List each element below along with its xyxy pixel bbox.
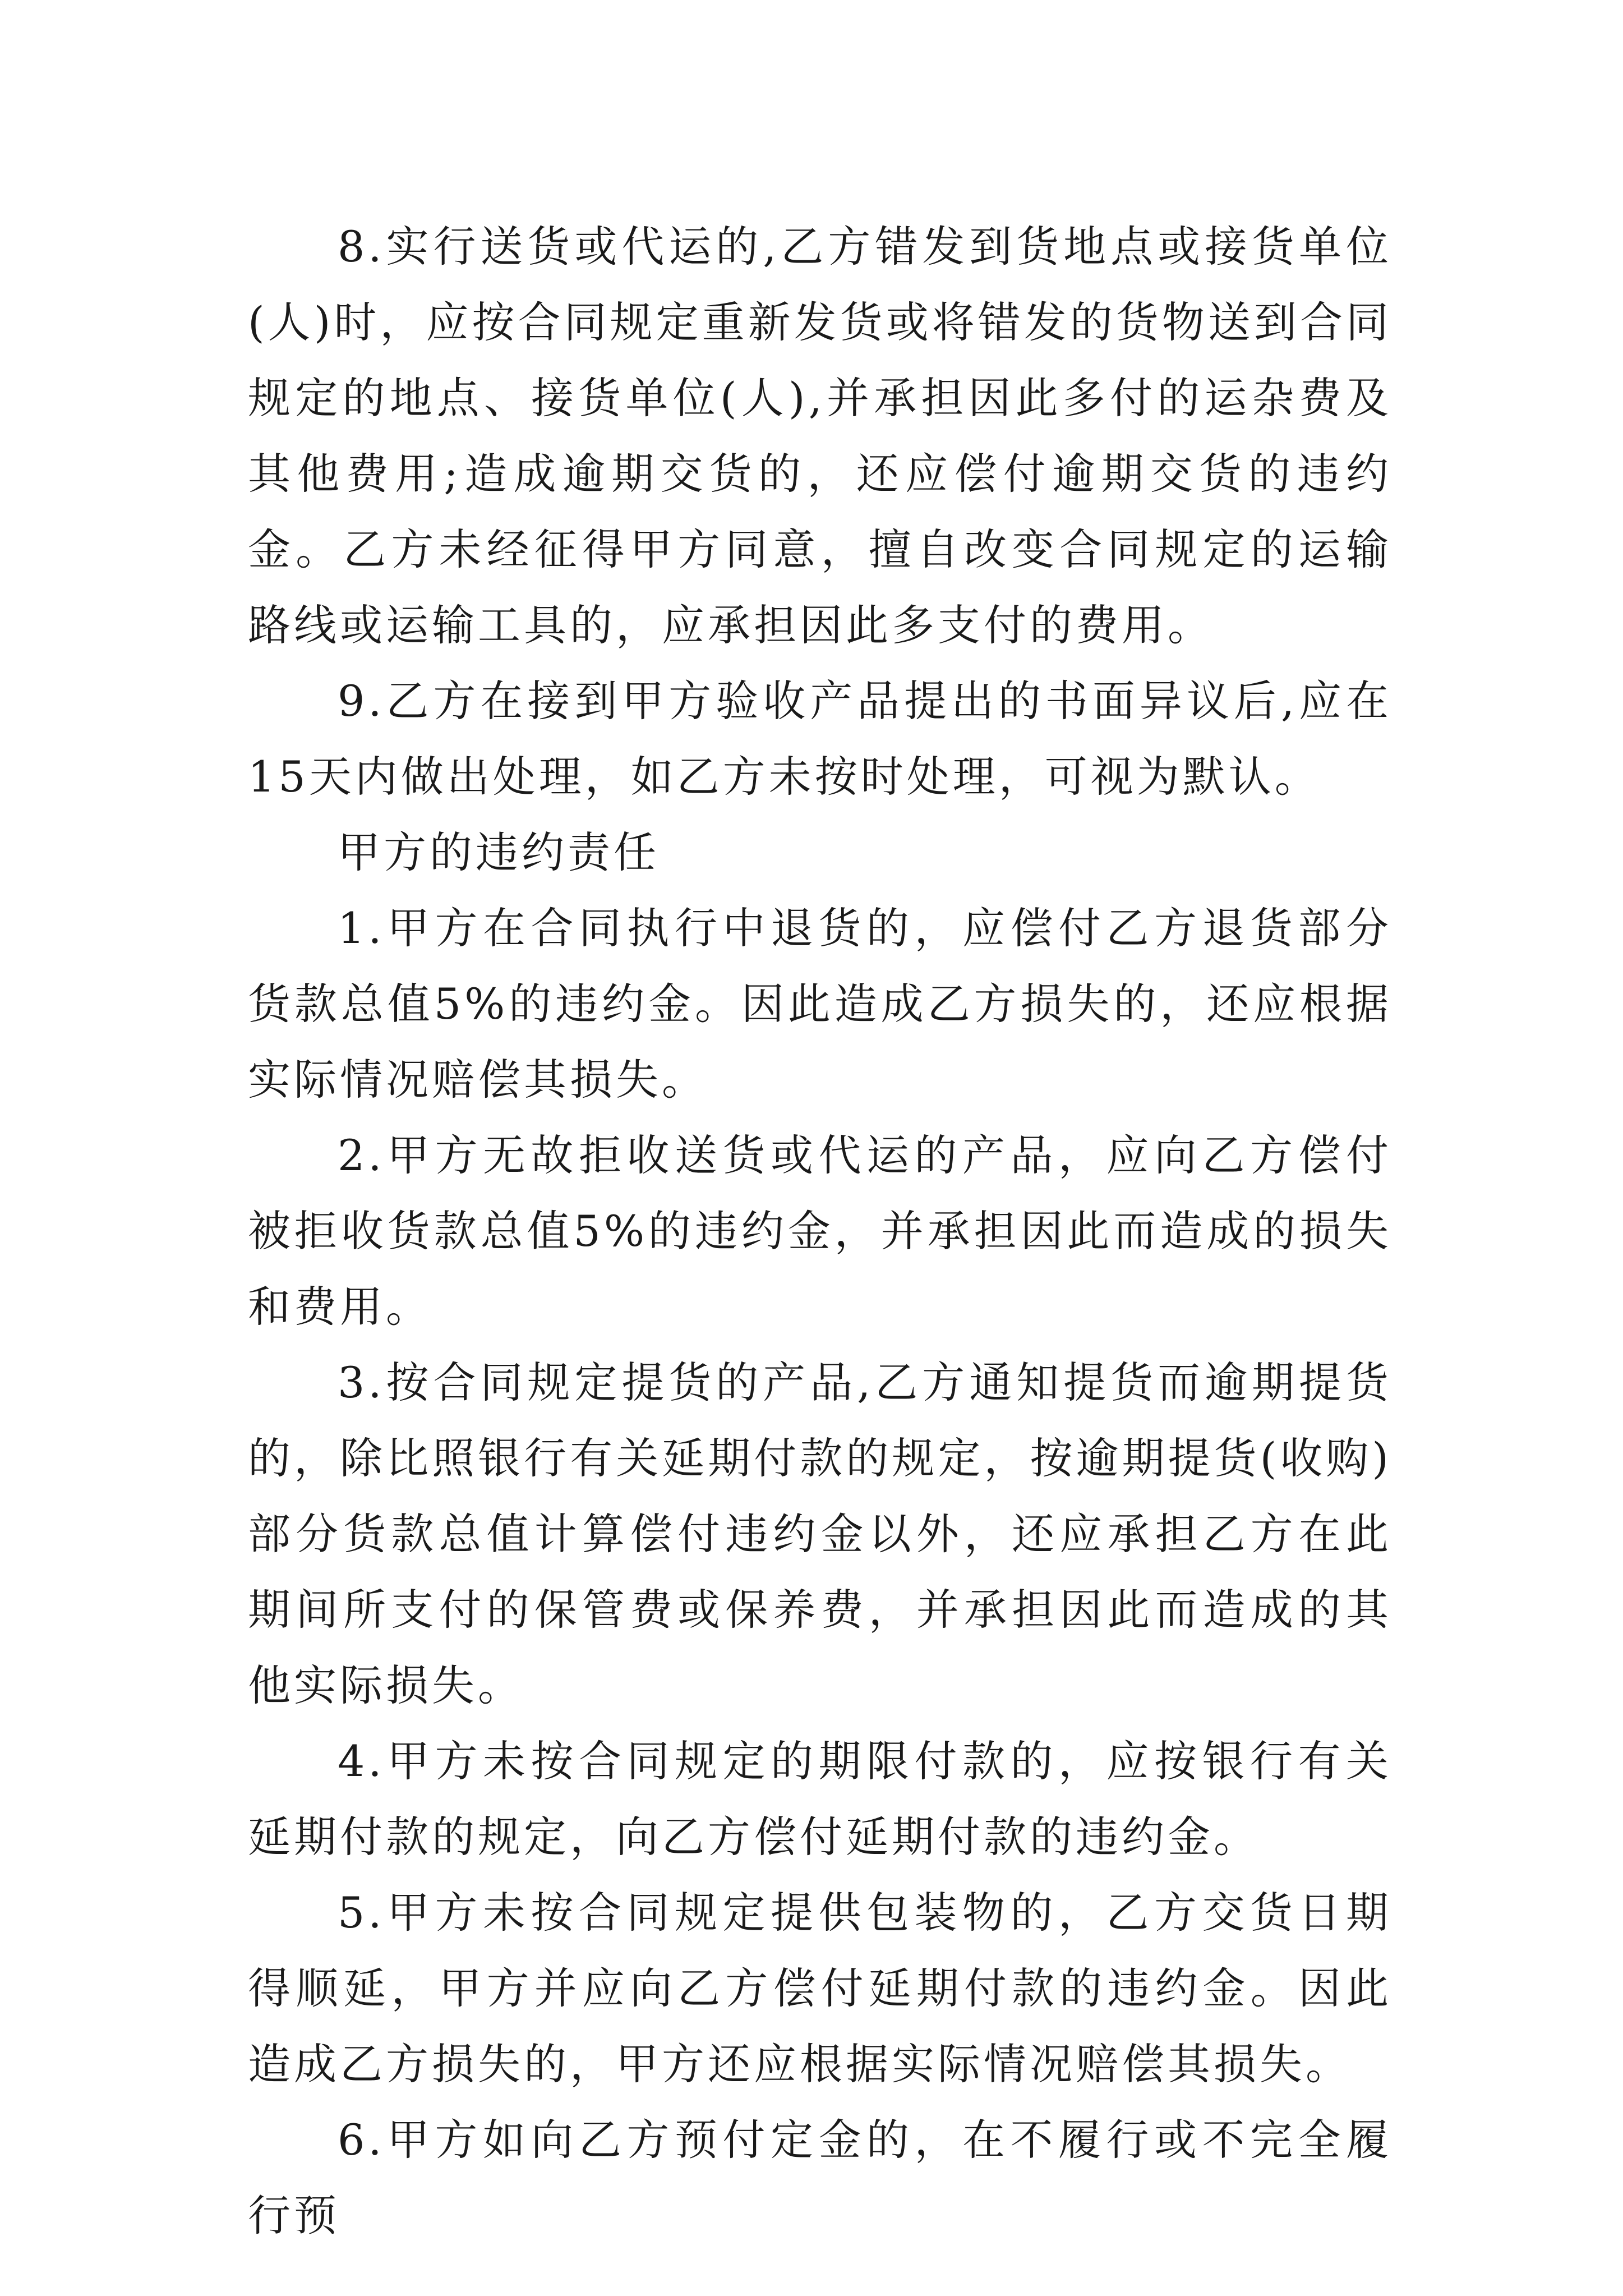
clause-3-paragraph: 3.按合同规定提货的产品,乙方通知提货而逾期提货的，除比照银行有关延期付款的规定，按逾期提货(收购)部分货款总值计算偿付违约金以外，还应承担乙方在此期间所支付的保管费或保养费，并承担因此而造成的其他实际损失。 [248, 1358, 1392, 1710]
clause-9-paragraph: 9.乙方在接到甲方验收产品提出的书面异议后,应在15天内做出处理，如乙方未按时处理，可视为默认。 [248, 676, 1392, 802]
document-body [248, 209, 1392, 2253]
clause-6-paragraph: 6.甲方如向乙方预付定金的，在不履行或不完全履行预 [248, 2115, 1392, 2240]
clause-2-paragraph: 2.甲方无故拒收送货或代运的产品，应向乙方偿付被拒收货款总值5%的违约金，并承担因此而造成的损失和费用。 [248, 1130, 1392, 1332]
clause-4-paragraph: 4.甲方未按合同规定的期限付款的，应按银行有关延期付款的规定，向乙方偿付延期付款的违约金。 [248, 1736, 1392, 1862]
section-heading-party-a-liability: 甲方的违约责任 [338, 827, 660, 877]
clause-5-paragraph: 5.甲方未按合同规定提供包装物的，乙方交货日期得顺延，甲方并应向乙方偿付延期付款的违约金。因此造成乙方损失的，甲方还应根据实际情况赔偿其损失。 [248, 1888, 1392, 2089]
clause-1-paragraph: 1.甲方在合同执行中退货的，应偿付乙方退货部分货款总值5%的违约金。因此造成乙方损失的，还应根据实际情况赔偿其损失。 [248, 903, 1392, 1105]
clause-8-paragraph: 8.实行送货或代运的,乙方错发到货地点或接货单位(人)时，应按合同规定重新发货或将错发的货物送到合同规定的地点、接货单位(人),并承担因此多付的运杂费及其他费用;造成逾期交货的，还应偿付逾期交货的违约金。乙方未经征得甲方同意，擅自改变合同规定的运输路线或运输工具的，应承担因此多支付的费用。 [248, 222, 1392, 650]
